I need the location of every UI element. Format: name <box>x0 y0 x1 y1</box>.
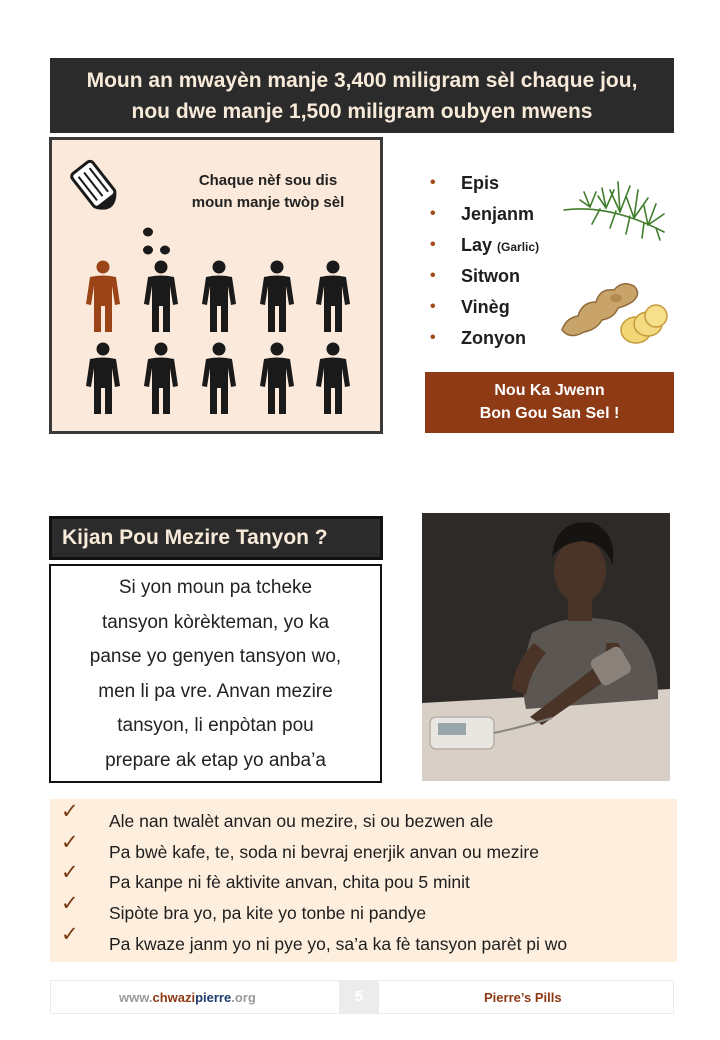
ingredient-name: Sitwon <box>461 266 520 286</box>
checklist-item <box>50 800 677 834</box>
flavor-without-salt-callout <box>425 372 674 433</box>
ingredient-name: Epis <box>461 173 500 193</box>
person-icon <box>200 342 238 416</box>
ingredient-item <box>430 263 539 294</box>
checklist-text: Pa kanpe ni fè aktivite anvan, chita pou 5 minit <box>109 872 470 893</box>
dill-herb-icon <box>560 170 670 242</box>
checklist-item <box>50 861 677 895</box>
checklist-text: Sipòte bra yo, pa kite yo tonbe ni pandye <box>109 903 427 924</box>
paragraph-line: prepare ak etap yo anba’a <box>105 749 326 771</box>
ingredient-item <box>430 170 539 201</box>
ingredient-item <box>430 325 539 356</box>
paragraph-line: men li pa vre. Anvan mezire <box>98 680 333 702</box>
salt-illustration-panel <box>49 137 383 434</box>
preparation-checklist <box>50 799 677 962</box>
salt-grains-icon <box>140 225 180 259</box>
measurement-intro-paragraph <box>49 564 382 783</box>
section-title: Kijan Pou Mezire Tanyon ? <box>49 516 383 560</box>
ingredient-name: Zonyon <box>461 328 526 348</box>
checklist-item <box>50 922 677 957</box>
checklist-item <box>50 892 677 926</box>
paragraph-line: Si yon moun pa tcheke <box>118 577 313 598</box>
bullet-dot-icon: • <box>430 174 436 191</box>
check-icon: ✓ <box>61 800 79 823</box>
ingredient-name: Jenjanm <box>461 204 535 224</box>
callout-line-1: Nou Ka Jwenn <box>494 382 605 399</box>
url-part-2: pierre <box>195 990 232 1005</box>
bullet-dot-icon: • <box>430 298 436 315</box>
ginger-root-icon <box>556 272 668 348</box>
banner-line-2: nou dwe manje 1,500 miligram oubyen mwens <box>131 100 593 123</box>
bullet-dot-icon: • <box>430 236 436 253</box>
ingredient-list <box>430 170 539 356</box>
caption-line-2: moun manje twòp sèl <box>191 194 345 211</box>
person-icon-highlighted <box>84 260 122 334</box>
bullet-dot-icon: • <box>430 267 436 284</box>
bullet-dot-icon: • <box>430 205 436 222</box>
ingredient-name: Lay <box>461 235 493 255</box>
ingredient-item <box>430 294 539 325</box>
person-icon <box>84 342 122 416</box>
checklist-text: Pa kwaze janm yo ni pye yo, sa’a ka fè tansyon parèt pi wo <box>109 933 568 954</box>
person-icon <box>200 260 238 334</box>
page-footer <box>50 980 674 1014</box>
paragraph-line: tansyon, li enpòtan pou <box>117 715 314 736</box>
salt-statistic-caption <box>170 170 366 214</box>
person-icon <box>258 342 296 416</box>
salt-shaker-icon <box>62 154 132 224</box>
check-icon: ✓ <box>61 830 79 854</box>
person-icon <box>258 260 296 334</box>
paragraph-line: panse yo genyen tansyon wo, <box>89 646 342 667</box>
brand-name: Pierre’s Pills <box>484 990 562 1005</box>
checklist-text: Pa bwè kafe, te, soda ni bevraj enerjik anvan ou mezire <box>109 841 539 862</box>
ingredient-item <box>430 201 539 232</box>
page-number: 5 <box>339 981 379 1013</box>
callout-line-2: Bon Gou San Sel ! <box>479 405 620 422</box>
person-icon <box>314 260 352 334</box>
checklist-text: Ale nan twalèt anvan ou mezire, si ou bezwen ale <box>109 811 494 831</box>
website-url[interactable] <box>119 990 256 1005</box>
url-part-1: chwazi <box>152 990 196 1005</box>
url-suffix: .org <box>231 990 256 1005</box>
check-icon: ✓ <box>61 861 79 885</box>
ingredient-name: Vinèg <box>461 297 510 317</box>
person-icon <box>142 342 180 416</box>
checklist-item <box>50 830 677 865</box>
person-icon <box>314 342 352 416</box>
banner-line-1: Moun an mwayèn manje 3,400 miligram sèl chaque jou, <box>86 69 638 92</box>
person-icon <box>142 260 180 334</box>
bullet-dot-icon: • <box>430 329 436 346</box>
ingredient-note: (Garlic) <box>497 240 540 254</box>
caption-line-1: Chaque nèf sou dis <box>198 172 338 189</box>
paragraph-line: tansyon kòrèkteman, yo ka <box>101 611 330 633</box>
url-prefix: www. <box>119 990 153 1005</box>
ingredient-item <box>430 232 539 263</box>
check-icon: ✓ <box>61 892 79 916</box>
salt-intake-banner <box>50 58 674 133</box>
blood-pressure-photo <box>422 513 670 781</box>
check-icon: ✓ <box>61 922 79 946</box>
